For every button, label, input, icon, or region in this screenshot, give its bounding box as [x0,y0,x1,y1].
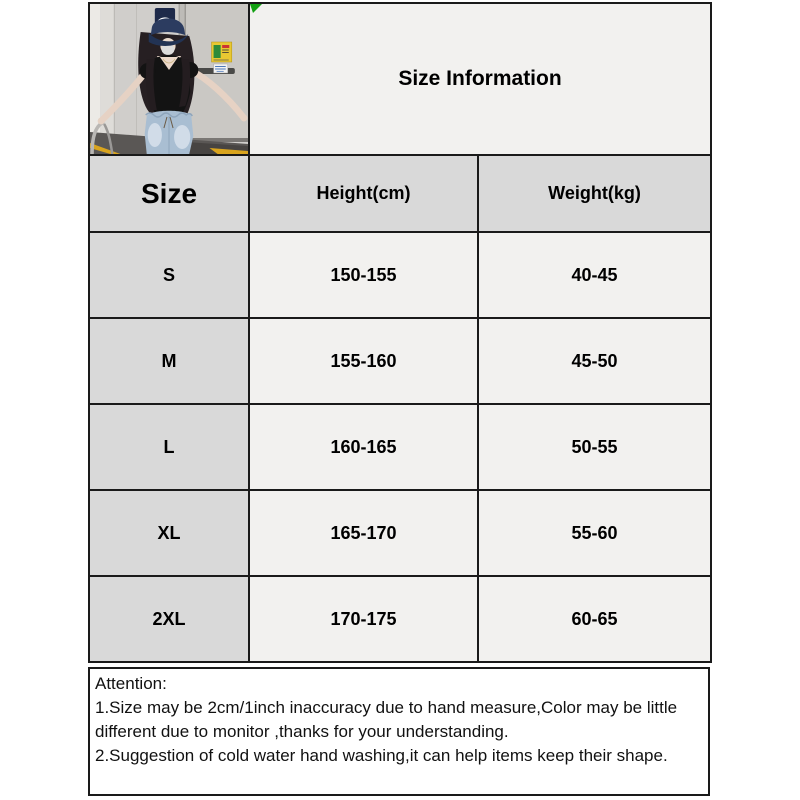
header-height: Height(cm) [249,155,478,232]
table-row [89,490,711,576]
size-table [88,2,712,663]
model-photo-illustration [90,4,248,154]
height-value: 170-175 [249,576,478,662]
weight-value: 40-45 [478,232,711,318]
top-row [89,3,711,155]
table-header-row [89,155,711,232]
product-photo [90,4,248,154]
size-value: XL [89,490,249,576]
attention-line: 1.Size may be 2cm/1inch inaccuracy due to hand measure,Color may be little [95,698,678,717]
weight-value: 60-65 [478,576,711,662]
page-title: Size Information [398,67,562,90]
right-hand [241,115,248,122]
size-value: L [89,404,249,490]
weight-value: 45-50 [478,318,711,404]
height-value: 165-170 [249,490,478,576]
height-value: 150-155 [249,232,478,318]
size-value: M [89,318,249,404]
size-value: S [89,232,249,318]
corner-marker-icon [250,4,262,13]
attention-heading: Attention: [95,674,167,693]
table-row [89,576,711,662]
attention-note [88,667,710,796]
header-weight: Weight(kg) [478,155,711,232]
height-value: 155-160 [249,318,478,404]
table-row [89,404,711,490]
table-row [89,232,711,318]
header-size: Size [89,155,249,232]
product-photo-cell [89,3,249,155]
table-row [89,318,711,404]
attention-line: 2.Suggestion of cold water hand washing,it can help items keep their shape. [95,746,668,765]
attention-line: different due to monitor ,thanks for your understanding. [95,722,509,741]
weight-value: 50-55 [478,404,711,490]
size-value: 2XL [89,576,249,662]
height-value: 160-165 [249,404,478,490]
left-hand [98,118,105,125]
title-cell [249,3,711,155]
weight-value: 55-60 [478,490,711,576]
